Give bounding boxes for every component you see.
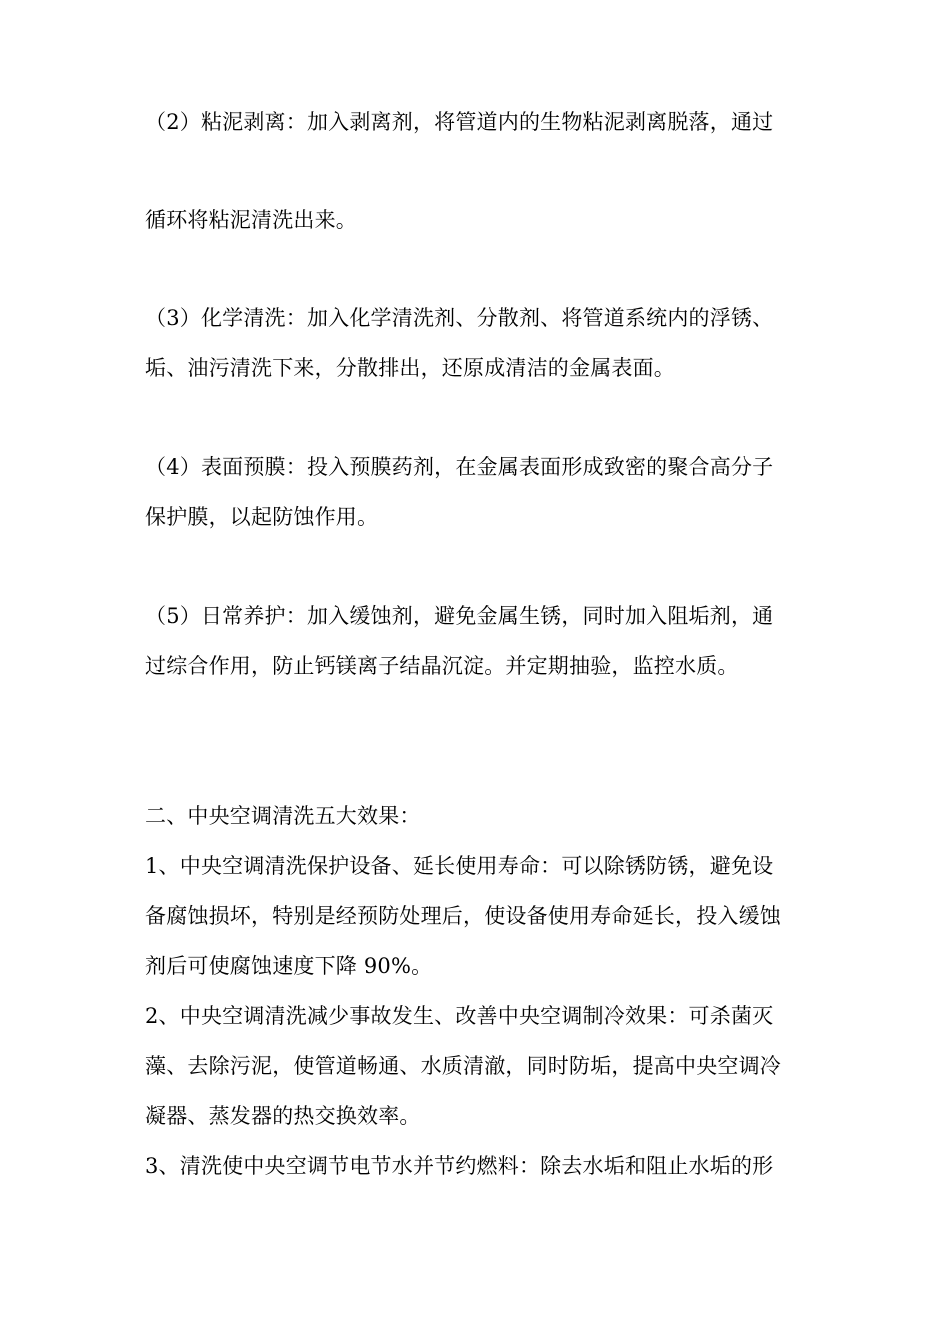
text-line-8: 过综合作用，防止钙镁离子结晶沉淀。并定期抽验，监控水质。: [145, 654, 739, 678]
section-heading: 二、中央空调清洗五大效果：: [145, 804, 421, 828]
text-line-2: 循环将粘泥清洗出来。: [145, 208, 357, 232]
text-line-5: （4）表面预膜：投入预膜药剂，在金属表面形成致密的聚合高分子: [145, 455, 774, 479]
text-line-4: 垢、油污清洗下来，分散排出，还原成清洁的金属表面。: [145, 356, 675, 380]
text-line-13: 2、中央空调清洗减少事故发生、改善中央空调制冷效果：可杀菌灭: [145, 1004, 774, 1028]
text-line-11: 备腐蚀损坏，特别是经预防处理后，使设备使用寿命延长，投入缓蚀: [145, 904, 781, 928]
text-line-10: 1、中央空调清洗保护设备、延长使用寿命：可以除锈防锈，避免设: [145, 854, 774, 878]
text-line-3: （3）化学清洗：加入化学清洗剂、分散剂、将管道系统内的浮锈、: [145, 306, 774, 330]
text-line-6: 保护膜，以起防蚀作用。: [145, 505, 379, 529]
text-line-7: （5）日常养护：加入缓蚀剂，避免金属生锈，同时加入阻垢剂，通: [145, 604, 774, 628]
text-line-12: 剂后可使腐蚀速度下降 90%。: [145, 954, 433, 978]
text-line-15: 凝器、蒸发器的热交换效率。: [145, 1104, 421, 1128]
text-line-14: 藻、去除污泥，使管道畅通、水质清澈，同时防垢，提高中央空调冷: [145, 1054, 781, 1078]
text-line-16: 3、清洗使中央空调节电节水并节约燃料：除去水垢和阻止水垢的形: [145, 1154, 774, 1178]
text-line-1: （2）粘泥剥离：加入剥离剂，将管道内的生物粘泥剥离脱落，通过: [145, 110, 774, 134]
